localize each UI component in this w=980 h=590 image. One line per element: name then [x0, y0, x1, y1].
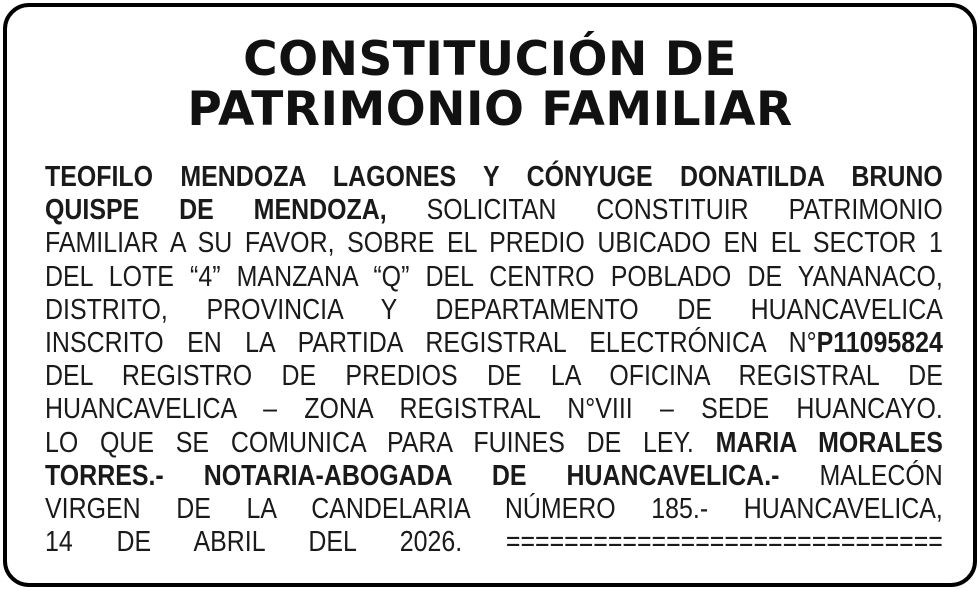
body-text-segment: DEL LOTE “4” MANZANA “Q” DEL CENTRO POBLADO DE YANANACO,	[45, 260, 943, 293]
notice-frame	[3, 3, 977, 587]
body-line	[45, 261, 943, 294]
body-bold-text: MARIA MORALES	[715, 426, 943, 459]
body-line	[45, 227, 943, 260]
body-bold-text: QUISPE DE MENDOZA,	[45, 194, 387, 227]
body-line	[45, 360, 943, 393]
title-line-2: PATRIMONIO FAMILIAR	[187, 82, 793, 137]
body-line	[45, 493, 943, 526]
body-text-segment: DISTRITO, PROVINCIA Y DEPARTAMENTO DE HUANCAVELICA	[45, 293, 943, 326]
body-bold-text: TEOFILO MENDOZA LAGONES Y CÓNYUGE DONATILDA BRUNO	[45, 161, 943, 193]
body-line	[45, 294, 943, 327]
body-line	[45, 393, 943, 426]
body-line	[45, 194, 943, 227]
body-text-segment: HUANCAVELICA – ZONA REGISTRAL N°VIII – SEDE HUANCAYO.	[45, 393, 943, 426]
body-text-segment: INSCRITO EN LA PARTIDA REGISTRAL ELECTRÓNICA N°	[45, 327, 817, 360]
body-text-segment: 14 DE ABRIL DEL 2026. ==============================	[45, 526, 943, 559]
body-text-segment: SOLICITAN CONSTITUIR PATRIMONIO	[386, 194, 943, 227]
body-text-segment: MALECÓN	[779, 459, 943, 492]
notice-title	[7, 32, 973, 137]
body-text-segment: DEL REGISTRO DE PREDIOS DE LA OFICINA REGISTRAL DE	[45, 360, 943, 393]
body-line	[45, 161, 943, 194]
body-text-segment: LO QUE SE COMUNICA PARA FUINES DE LEY.	[45, 426, 716, 459]
body-text-segment: FAMILIAR A SU FAVOR, SOBRE EL PREDIO UBICADO EN EL SECTOR 1	[45, 227, 943, 260]
body-bold-text: TORRES.- NOTARIA-ABOGADA DE HUANCAVELICA.-	[45, 459, 780, 492]
body-bold-text: P11095824	[816, 327, 943, 360]
body-line	[45, 526, 943, 559]
body-line	[45, 460, 943, 493]
body-line	[45, 427, 943, 460]
notice-body	[45, 161, 943, 559]
body-text-segment: VIRGEN DE LA CANDELARIA NÚMERO 185.- HUANCAVELICA,	[45, 493, 943, 526]
body-line	[45, 327, 943, 360]
title-line-1: CONSTITUCIÓN DE	[243, 32, 737, 87]
